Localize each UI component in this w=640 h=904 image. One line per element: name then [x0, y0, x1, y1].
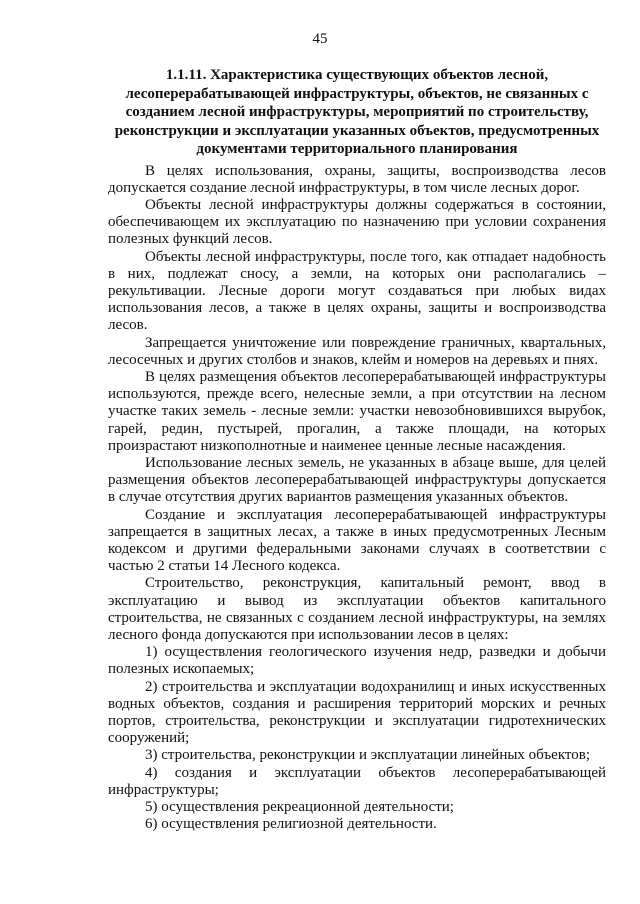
heading-line: документами территориального планирования	[196, 141, 518, 157]
page-number: 45	[312, 31, 328, 47]
paragraph: Использование лесных земель, не указанных в абзаце выше, для целей размещения объектов лесоперерабатывающей инфраструктуры допускается в случае отсутствия других вариантов размещения указанных объектов.	[108, 454, 606, 506]
list-item: 4) создания и эксплуатации объектов лесоперерабатывающей инфраструктуры;	[108, 764, 606, 798]
list-item: 3) строительства, реконструкции и эксплуатации линейных объектов;	[145, 747, 591, 764]
paragraph: В целях размещения объектов лесоперерабатывающей инфраструктуры используются, прежде всего, нелесные земли, а при отсутствии на лесном участке таких земель - лесные земли: участки невозобновившихся вырубок, гарей, редин, пустырей, прогалин, а также площади, на которых произрастают низкополнотные и наименее ценные лесные насаждения.	[108, 368, 606, 454]
list-item: 6) осуществления религиозной деятельности.	[145, 816, 437, 833]
paragraph: В целях использования, охраны, защиты, воспроизводства лесов допускается создание лесной инфраструктуры, в том числе лесных дорог.	[108, 162, 606, 196]
paragraph: Строительство, реконструкция, капитальный ремонт, ввод в эксплуатацию и вывод из эксплуатации объектов капитального строительства, не связанных с созданием лесной инфраструктуры, на землях лесного фонда допускаются при использовании лесов в целях:	[108, 575, 606, 643]
heading-line: 1.1.11. Характеристика существующих объектов лесной,	[165, 67, 549, 83]
heading-line: созданием лесной инфраструктуры, мероприятий по строительству,	[125, 104, 589, 120]
heading-line: реконструкции и эксплуатации указанных объектов, предусмотренных	[114, 122, 600, 139]
paragraph: Создание и эксплуатация лесоперерабатывающей инфраструктуры запрещается в защитных лесах, а также в иных предусмотренных Лесным кодексом и другими федеральными законами случаях в соответствии с частью 2 статьи 14 Лесного кодекса.	[108, 506, 606, 575]
list-item: 1) осуществления геологического изучения недр, разведки и добычи полезных ископаемых;	[108, 644, 606, 678]
section-body	[108, 163, 606, 834]
heading-line: лесоперерабатывающей инфраструктуры, объектов, не связанных с	[125, 85, 589, 102]
section-heading	[108, 66, 606, 159]
paragraph: Объекты лесной инфраструктуры, после того, как отпадает надобность в них, подлежат сносу, а земли, на которых они располагались – рекультивации. Лесные дороги могут создаваться при любых видах использования лесов, а также в целях охраны, защиты и воспроизводства лесов.	[108, 248, 606, 334]
list-item: 5) осуществления рекреационной деятельности;	[145, 799, 454, 816]
paragraph: Объекты лесной инфраструктуры должны содержаться в состоянии, обеспечивающем их эксплуатацию по назначению при условии сохранения полезных функций лесов.	[108, 196, 606, 248]
paragraph: Запрещается уничтожение или повреждение граничных, квартальных, лесосечных и других столбов и знаков, клейм и номеров на деревьях и пнях.	[108, 334, 606, 368]
list-item: 2) строительства и эксплуатации водохранилищ и иных искусственных водных объектов, создания и расширения территорий морских и речных портов, строительства, реконструкции и эксплуатации гидротехнических сооружений;	[108, 678, 606, 747]
